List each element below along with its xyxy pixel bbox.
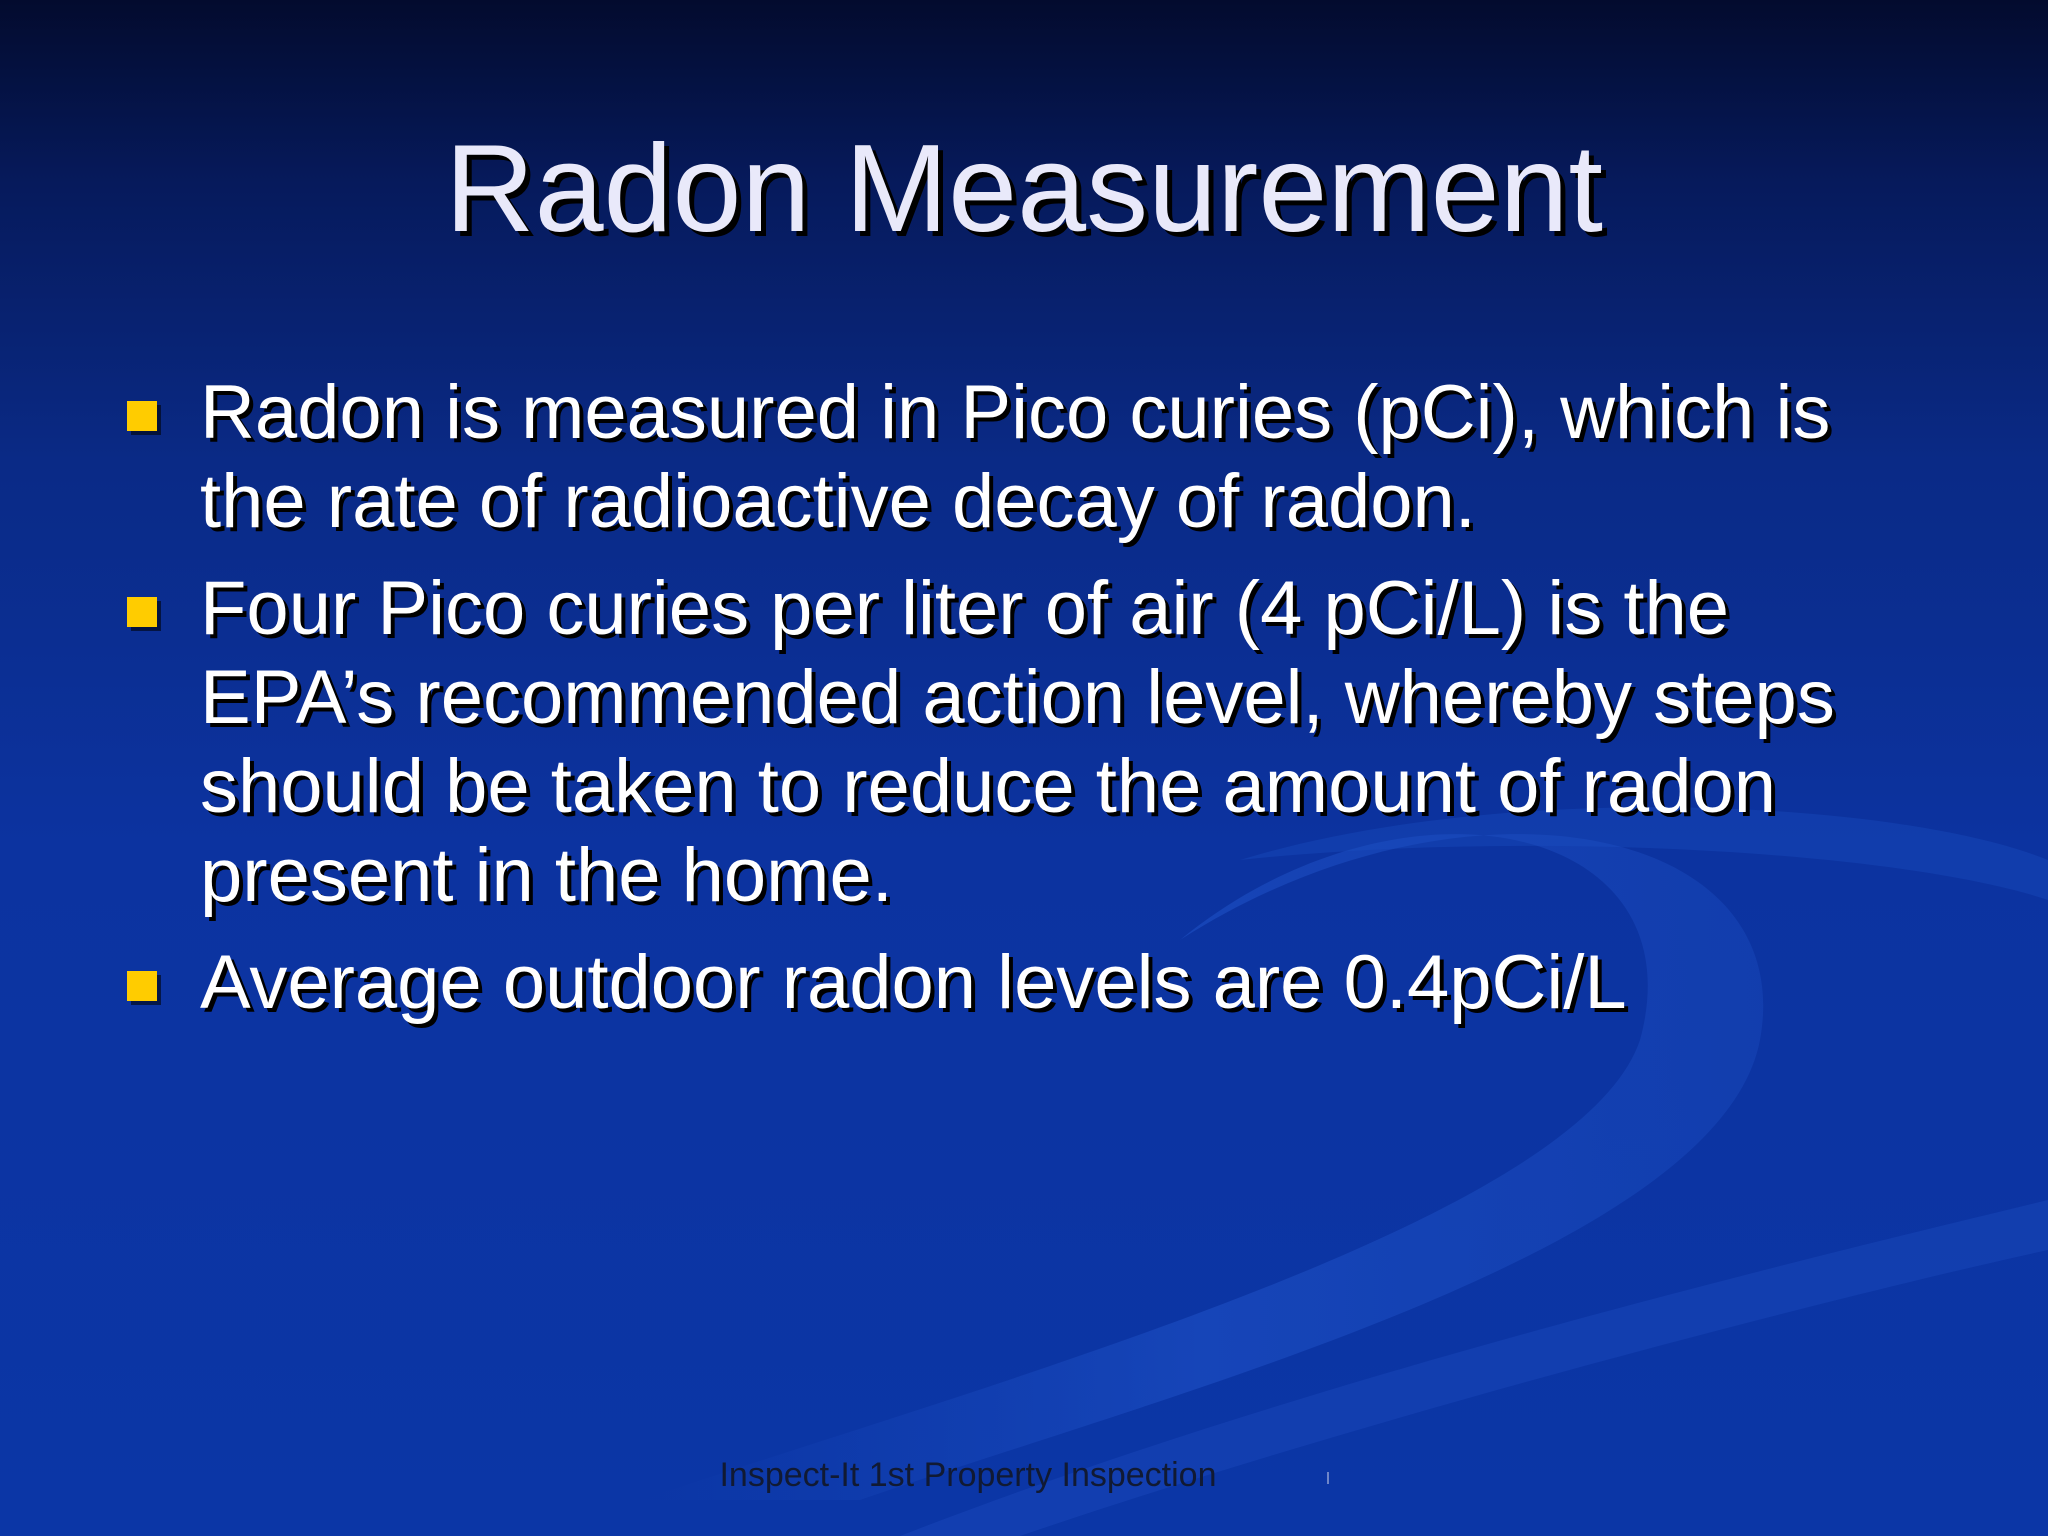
bullet-item (0, 564, 2048, 920)
square-bullet-icon (127, 597, 157, 627)
square-bullet-icon (127, 971, 157, 1001)
slide-footer: Inspect-It 1st Property Inspection (719, 1456, 1217, 1494)
square-bullet-icon (127, 401, 157, 431)
bullet-list (0, 368, 2048, 1045)
bullet-text: Four Pico curies per liter of air (4 pCi/L) is the EPA’s recommended action level, whereby steps should be taken to reduce the amount of radon present in the home. (200, 566, 1835, 918)
bullet-item (0, 938, 2048, 1027)
bullet-text: Radon is measured in Pico curies (pCi), which is the rate of radioactive decay of radon. (200, 370, 1831, 544)
footer-separator (1327, 1472, 1329, 1484)
bullet-text: Average outdoor radon levels are 0.4pCi/L (200, 940, 1627, 1025)
slide-title: Radon Measurement (445, 120, 1603, 258)
bullet-item (0, 368, 2048, 546)
